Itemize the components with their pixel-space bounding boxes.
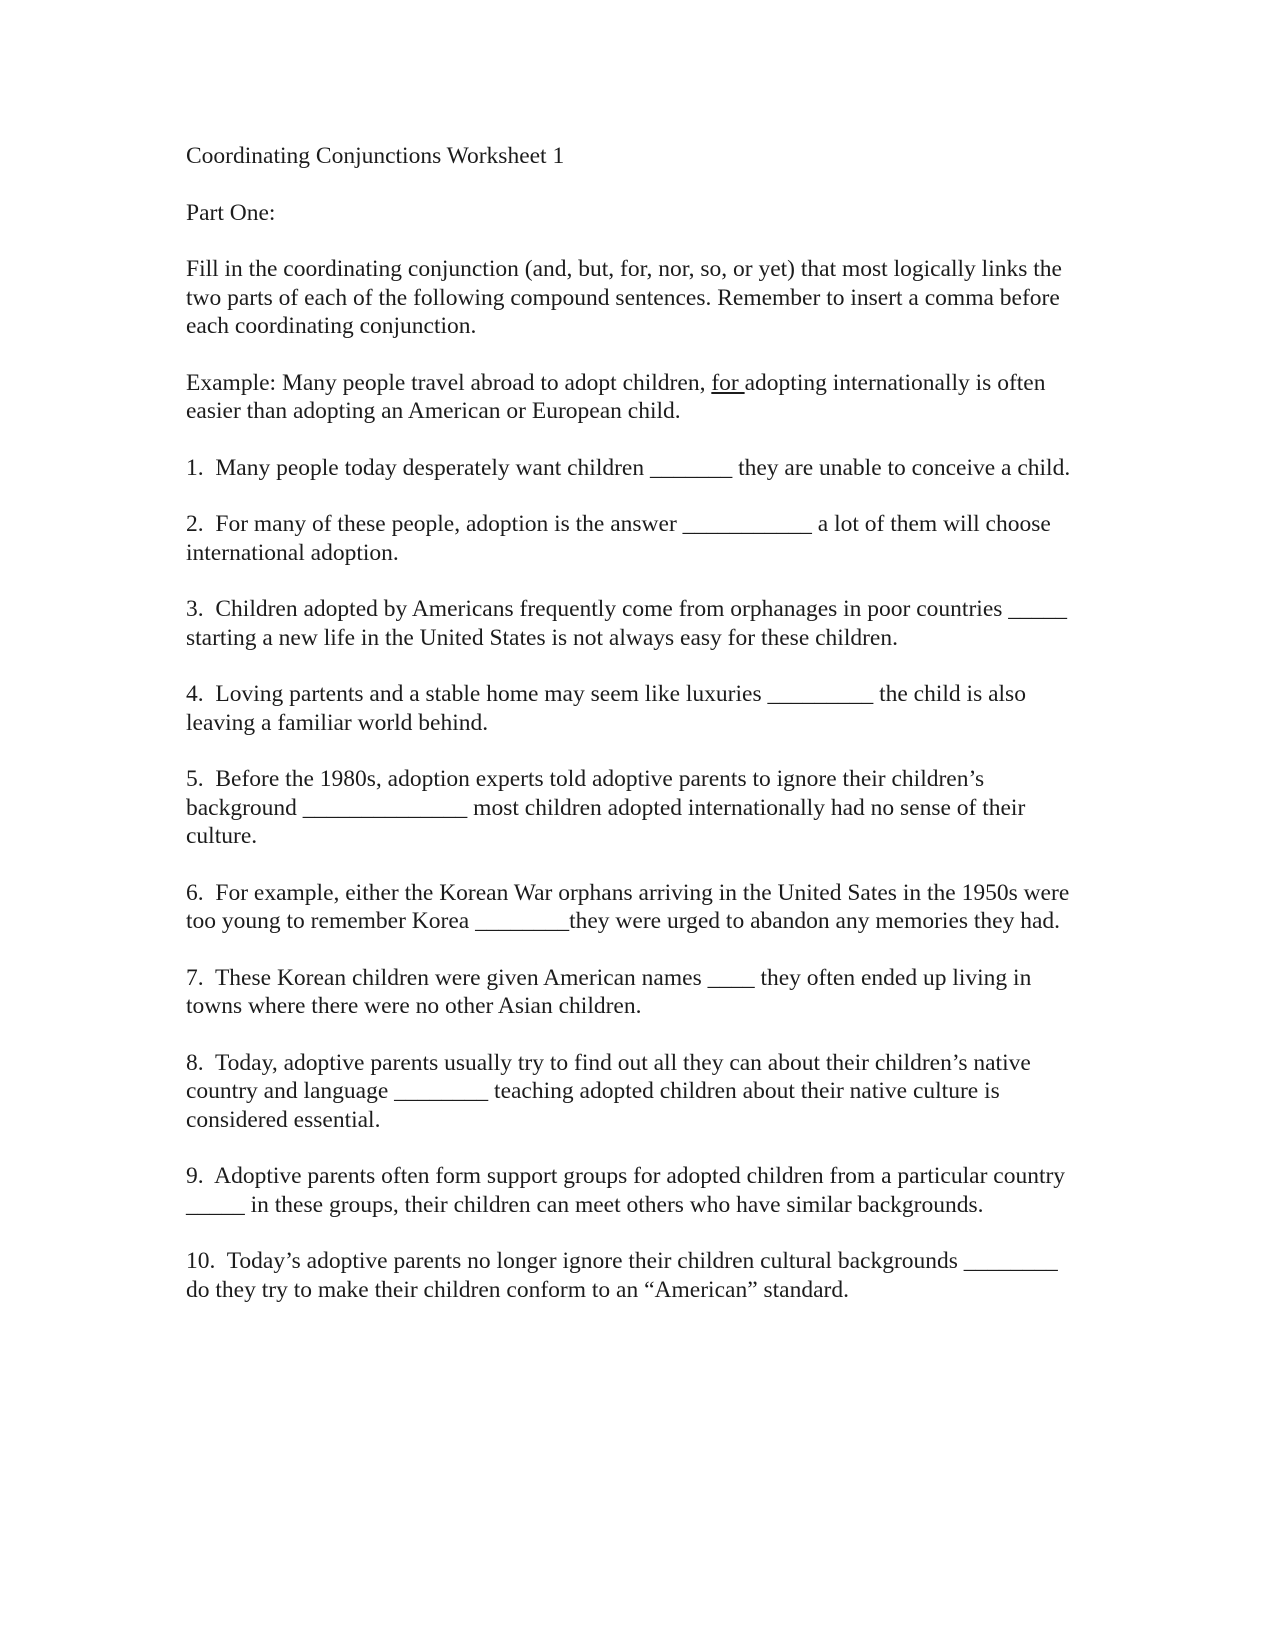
question-10 — [186, 1247, 1076, 1304]
question-8 — [186, 1049, 1076, 1135]
question-7 — [186, 964, 1076, 1021]
example-label: Example: — [186, 369, 282, 396]
question-text: Adoptive parents often form support groups for adopted children from a particular country _____ in these groups, their children can meet others who have similar backgrounds. — [186, 1163, 1066, 1218]
question-text: For many of these people, adoption is the answer ___________ a lot of them will choose international adoption. — [186, 511, 1051, 566]
worksheet-page — [186, 142, 1076, 1332]
question-number: 4. — [186, 681, 204, 707]
example — [186, 369, 1076, 426]
question-number: 1. — [186, 454, 204, 481]
question-number: 5. — [186, 766, 204, 792]
question-text: Today’s adoptive parents no longer ignore their children cultural backgrounds ________ do they try to make their children conform to an “American” standard. — [186, 1248, 1058, 1303]
worksheet-title: Coordinating Conjunctions Worksheet 1 — [186, 143, 565, 169]
question-text: Today, adoptive parents usually try to find out all they can about their children’s native country and language ________ teaching adopted children about their native culture is considered essential. — [186, 1049, 1031, 1133]
question-number: 8. — [186, 1049, 204, 1076]
question-number: 9. — [186, 1163, 204, 1189]
question-text: Before the 1980s, adoption experts told adoptive parents to ignore their children’s background ______________ most children adopted internationally had no sense of their culture. — [186, 766, 1026, 849]
question-number: 7. — [186, 964, 204, 991]
question-number: 2. — [186, 511, 204, 537]
question-9 — [186, 1162, 1076, 1219]
instructions: Fill in the coordinating conjunction (and, but, for, nor, so, or yet) that most logically links the two parts of each of the following compound sentences. Remember to insert a comma before each coordinating conjunction. — [186, 256, 1062, 339]
question-text: For example, either the Korean War orphans arriving in the United Sates in the 1950s were too young to remember Korea ________they were urged to abandon any memories they had. — [186, 879, 1070, 934]
question-6 — [186, 879, 1076, 936]
question-number: 6. — [186, 879, 204, 906]
question-5 — [186, 765, 1076, 851]
example-answer: for — [711, 369, 745, 396]
question-text: Many people today desperately want children _______ they are unable to conceive a child. — [215, 454, 1071, 481]
example-before: Many people travel abroad to adopt children, — [281, 369, 712, 396]
question-3 — [186, 595, 1076, 652]
question-text: Children adopted by Americans frequently come from orphanages in poor countries _____ starting a new life in the United States is not always easy for these children. — [186, 596, 1068, 651]
question-text: Loving partents and a stable home may seem like luxuries _________ the child is also leaving a familiar world behind. — [186, 681, 1026, 736]
question-4 — [186, 680, 1076, 737]
question-number: 3. — [186, 596, 204, 622]
question-text: These Korean children were given American names ____ they often ended up living in towns where there were no other Asian children. — [186, 964, 1032, 1019]
example-after: adopting internationally is often easier than adopting an American or European child. — [186, 369, 1046, 424]
question-number: 10. — [186, 1248, 216, 1274]
question-2 — [186, 510, 1076, 567]
question-1 — [186, 454, 1076, 483]
part-heading: Part One: — [186, 199, 276, 226]
